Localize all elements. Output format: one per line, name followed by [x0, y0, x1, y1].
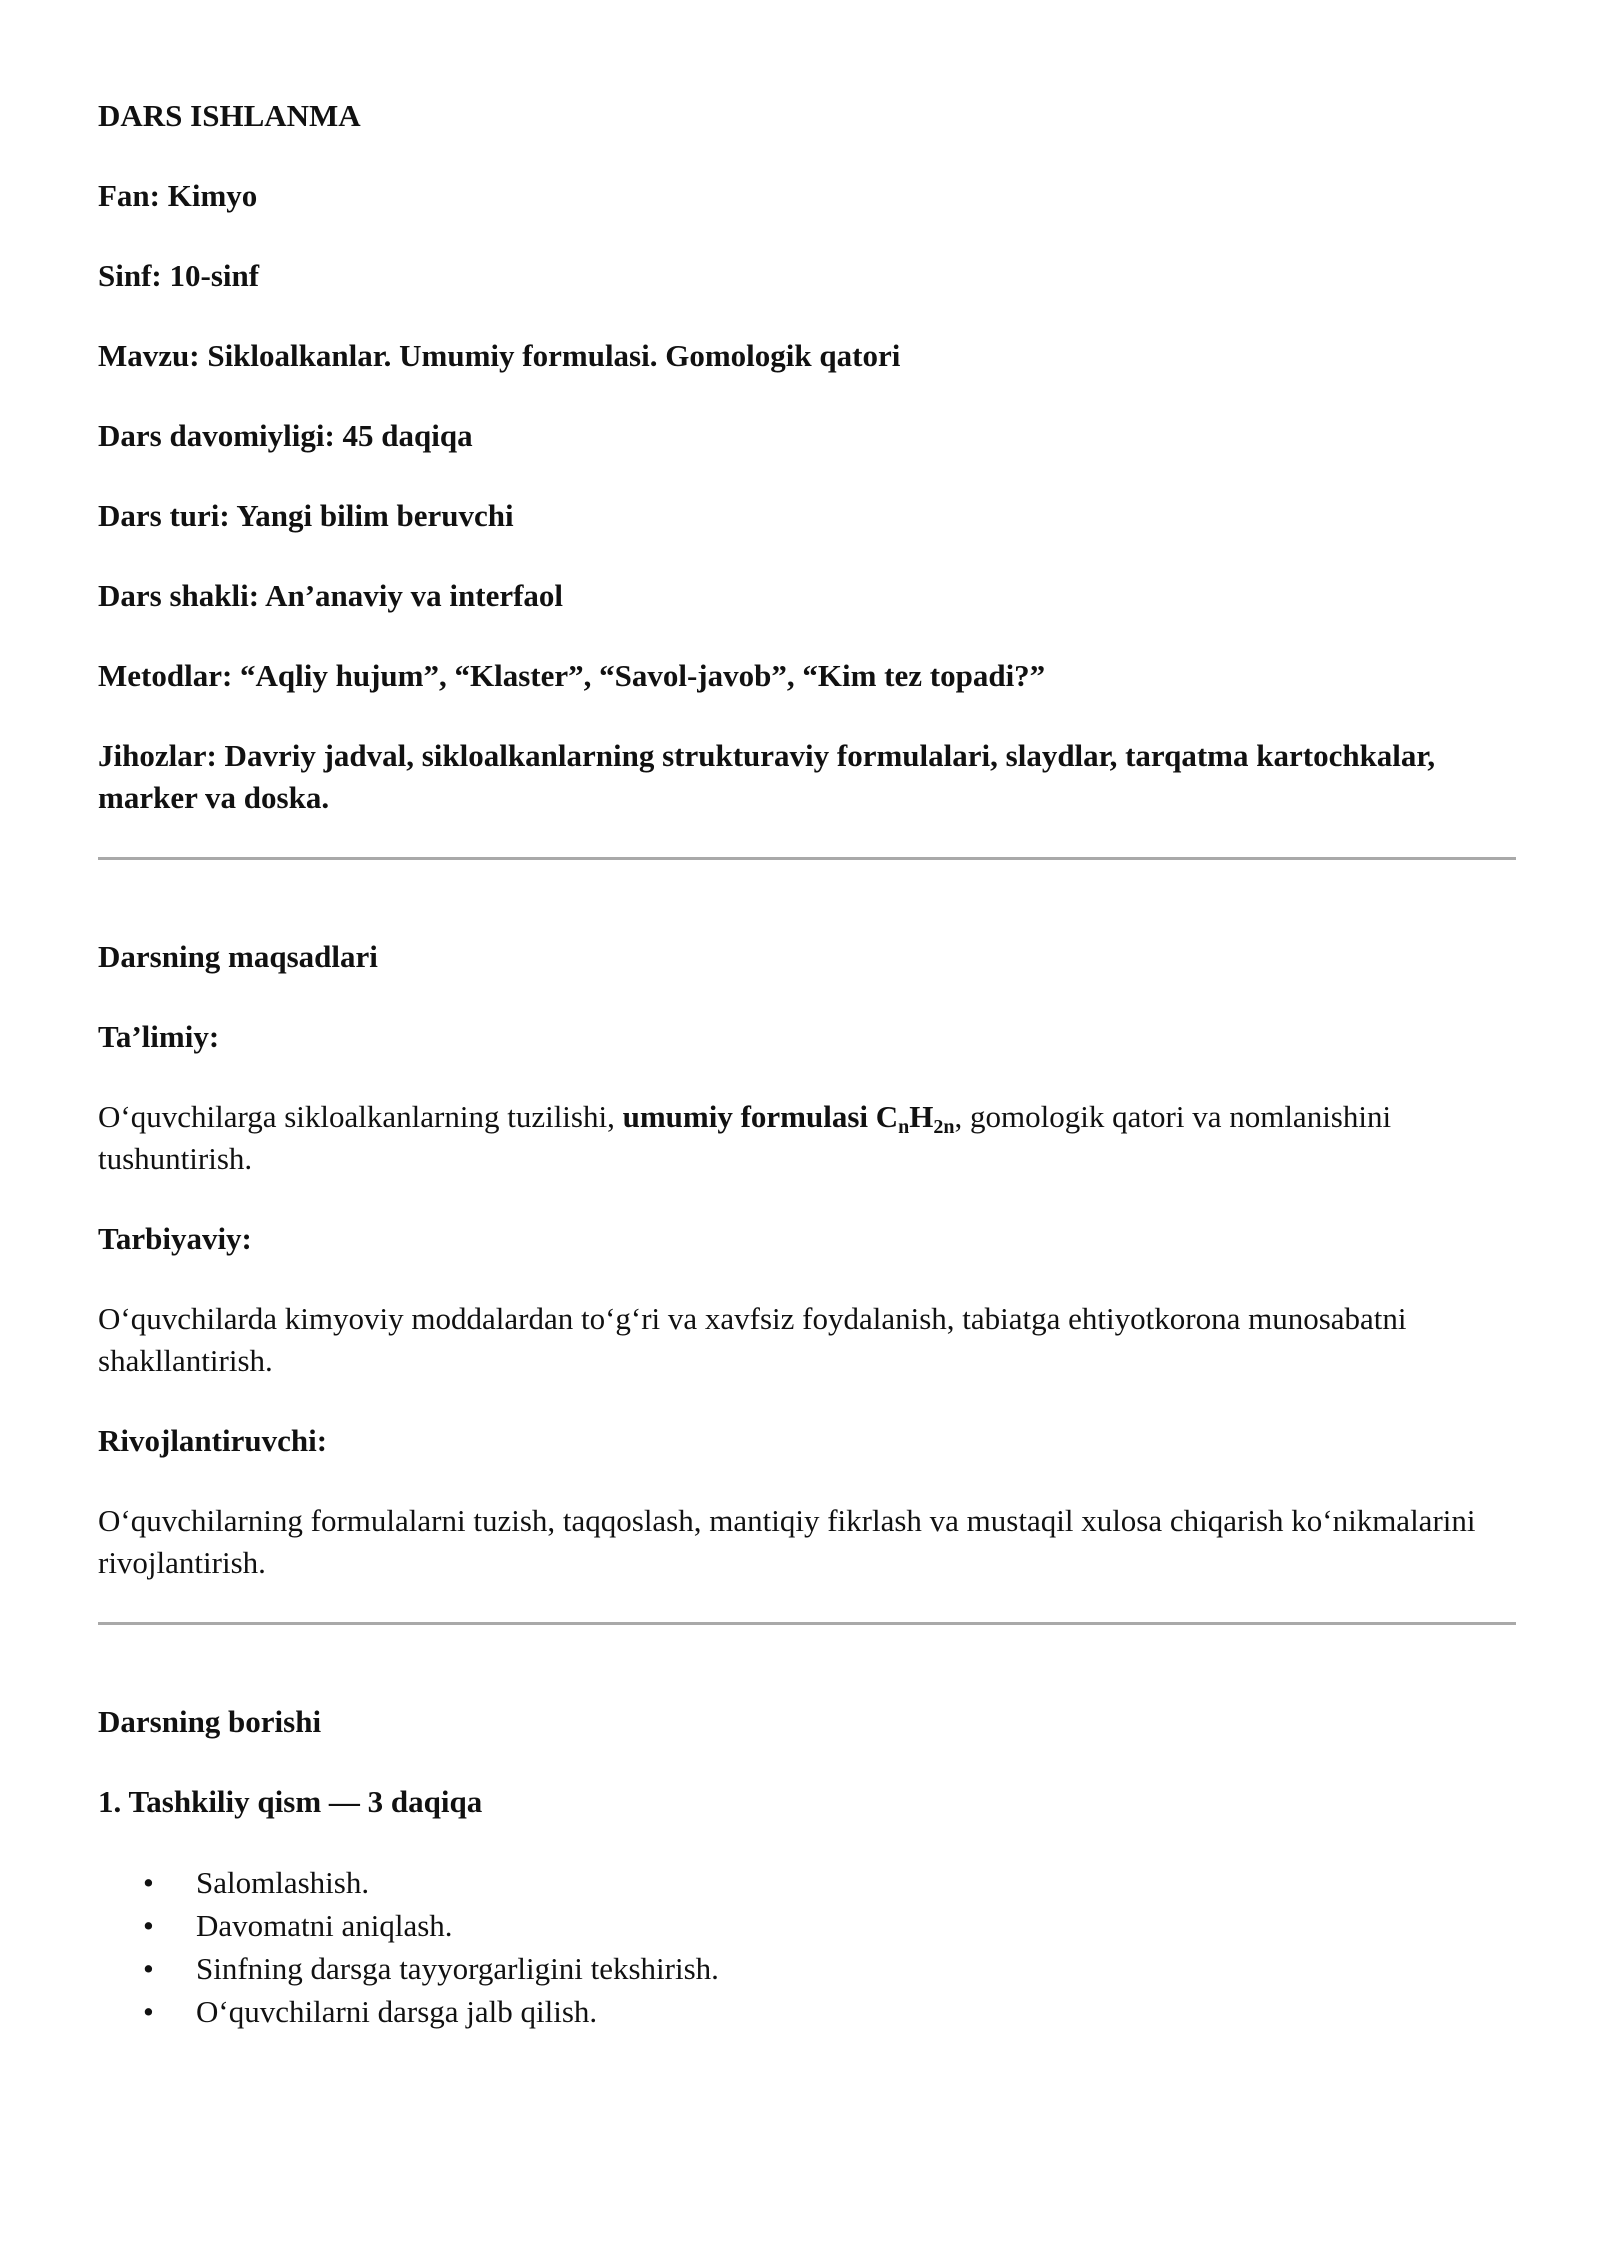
formula-h: H	[909, 1099, 934, 1134]
developmental-goal-text: O‘quvchilarning formulalarni tuzish, taqqoslash, mantiqiy fikrlash va mustaqil xulosa chiqarish ko‘nikmalarini rivojlantirish.	[98, 1503, 1476, 1580]
list-item-text: Davomatni aniqlash.	[196, 1908, 453, 1943]
formula-subscript-2n: 2n	[933, 1116, 955, 1138]
list-item	[98, 1904, 1516, 1947]
developmental-goal-label: Rivojlantiruvchi:	[98, 1423, 328, 1458]
step-1-list	[98, 1861, 1516, 2033]
list-item-text: O‘quvchilarni darsga jalb qilish.	[196, 1994, 598, 2029]
formula-subscript-n: n	[898, 1116, 910, 1138]
general-formula-phrase	[622, 1099, 955, 1138]
list-item-text: Sinfning darsga tayyorgarligini tekshirish.	[196, 1951, 719, 1986]
goals-heading: Darsning maqsadlari	[98, 939, 378, 974]
upbringing-goal-label: Tarbiyaviy:	[98, 1221, 252, 1256]
formula-bold-text: umumiy formulasi C	[622, 1099, 899, 1134]
bullet-icon: •	[143, 1951, 154, 1986]
educational-goal-label: Ta’limiy:	[98, 1019, 220, 1054]
document-title: DARS ISHLANMA	[98, 98, 361, 133]
educational-goal-text	[98, 1096, 1516, 1180]
educational-goal-text-start: O‘quvchilarga sikloalkanlarning tuzilishi,	[98, 1099, 623, 1134]
document-page	[98, 95, 1516, 2033]
step-1-title: 1. Tashkiliy qism — 3 daqiqa	[98, 1784, 483, 1819]
process-heading: Darsning borishi	[98, 1704, 322, 1739]
bullet-icon: •	[143, 1908, 154, 1943]
subject-line: Fan: Kimyo	[98, 178, 258, 213]
topic-line: Mavzu: Sikloalkanlar. Umumiy formulasi. Gomologik qatori	[98, 338, 901, 373]
lesson-type-line: Dars turi: Yangi bilim beruvchi	[98, 498, 514, 533]
grade-line: Sinf: 10-sinf	[98, 258, 260, 293]
educational-goal-text-end: , gomologik qatori va nomlanishini tushuntirish.	[98, 1099, 1392, 1176]
upbringing-goal-text: O‘quvchilarda kimyoviy moddalardan to‘g‘ri va xavfsiz foydalanish, tabiatga ehtiyotkorona munosabatni shakllantirish.	[98, 1301, 1407, 1378]
list-item	[98, 1947, 1516, 1990]
methods-line: Metodlar: “Aqliy hujum”, “Klaster”, “Savol-javob”, “Kim tez topadi?”	[98, 658, 1046, 693]
list-item	[98, 1990, 1516, 2033]
list-item	[98, 1861, 1516, 1904]
bullet-icon: •	[143, 1865, 154, 1900]
equipment-line: Jihozlar: Davriy jadval, sikloalkanlarning strukturaviy formulalari, slaydlar, tarqatma kartochkalar, marker va doska.	[98, 738, 1436, 815]
lesson-form-line: Dars shakli: An’anaviy va interfaol	[98, 578, 564, 613]
list-item-text: Salomlashish.	[196, 1865, 370, 1900]
duration-line: Dars davomiyligi: 45 daqiqa	[98, 418, 473, 453]
bullet-icon: •	[143, 1994, 154, 2029]
